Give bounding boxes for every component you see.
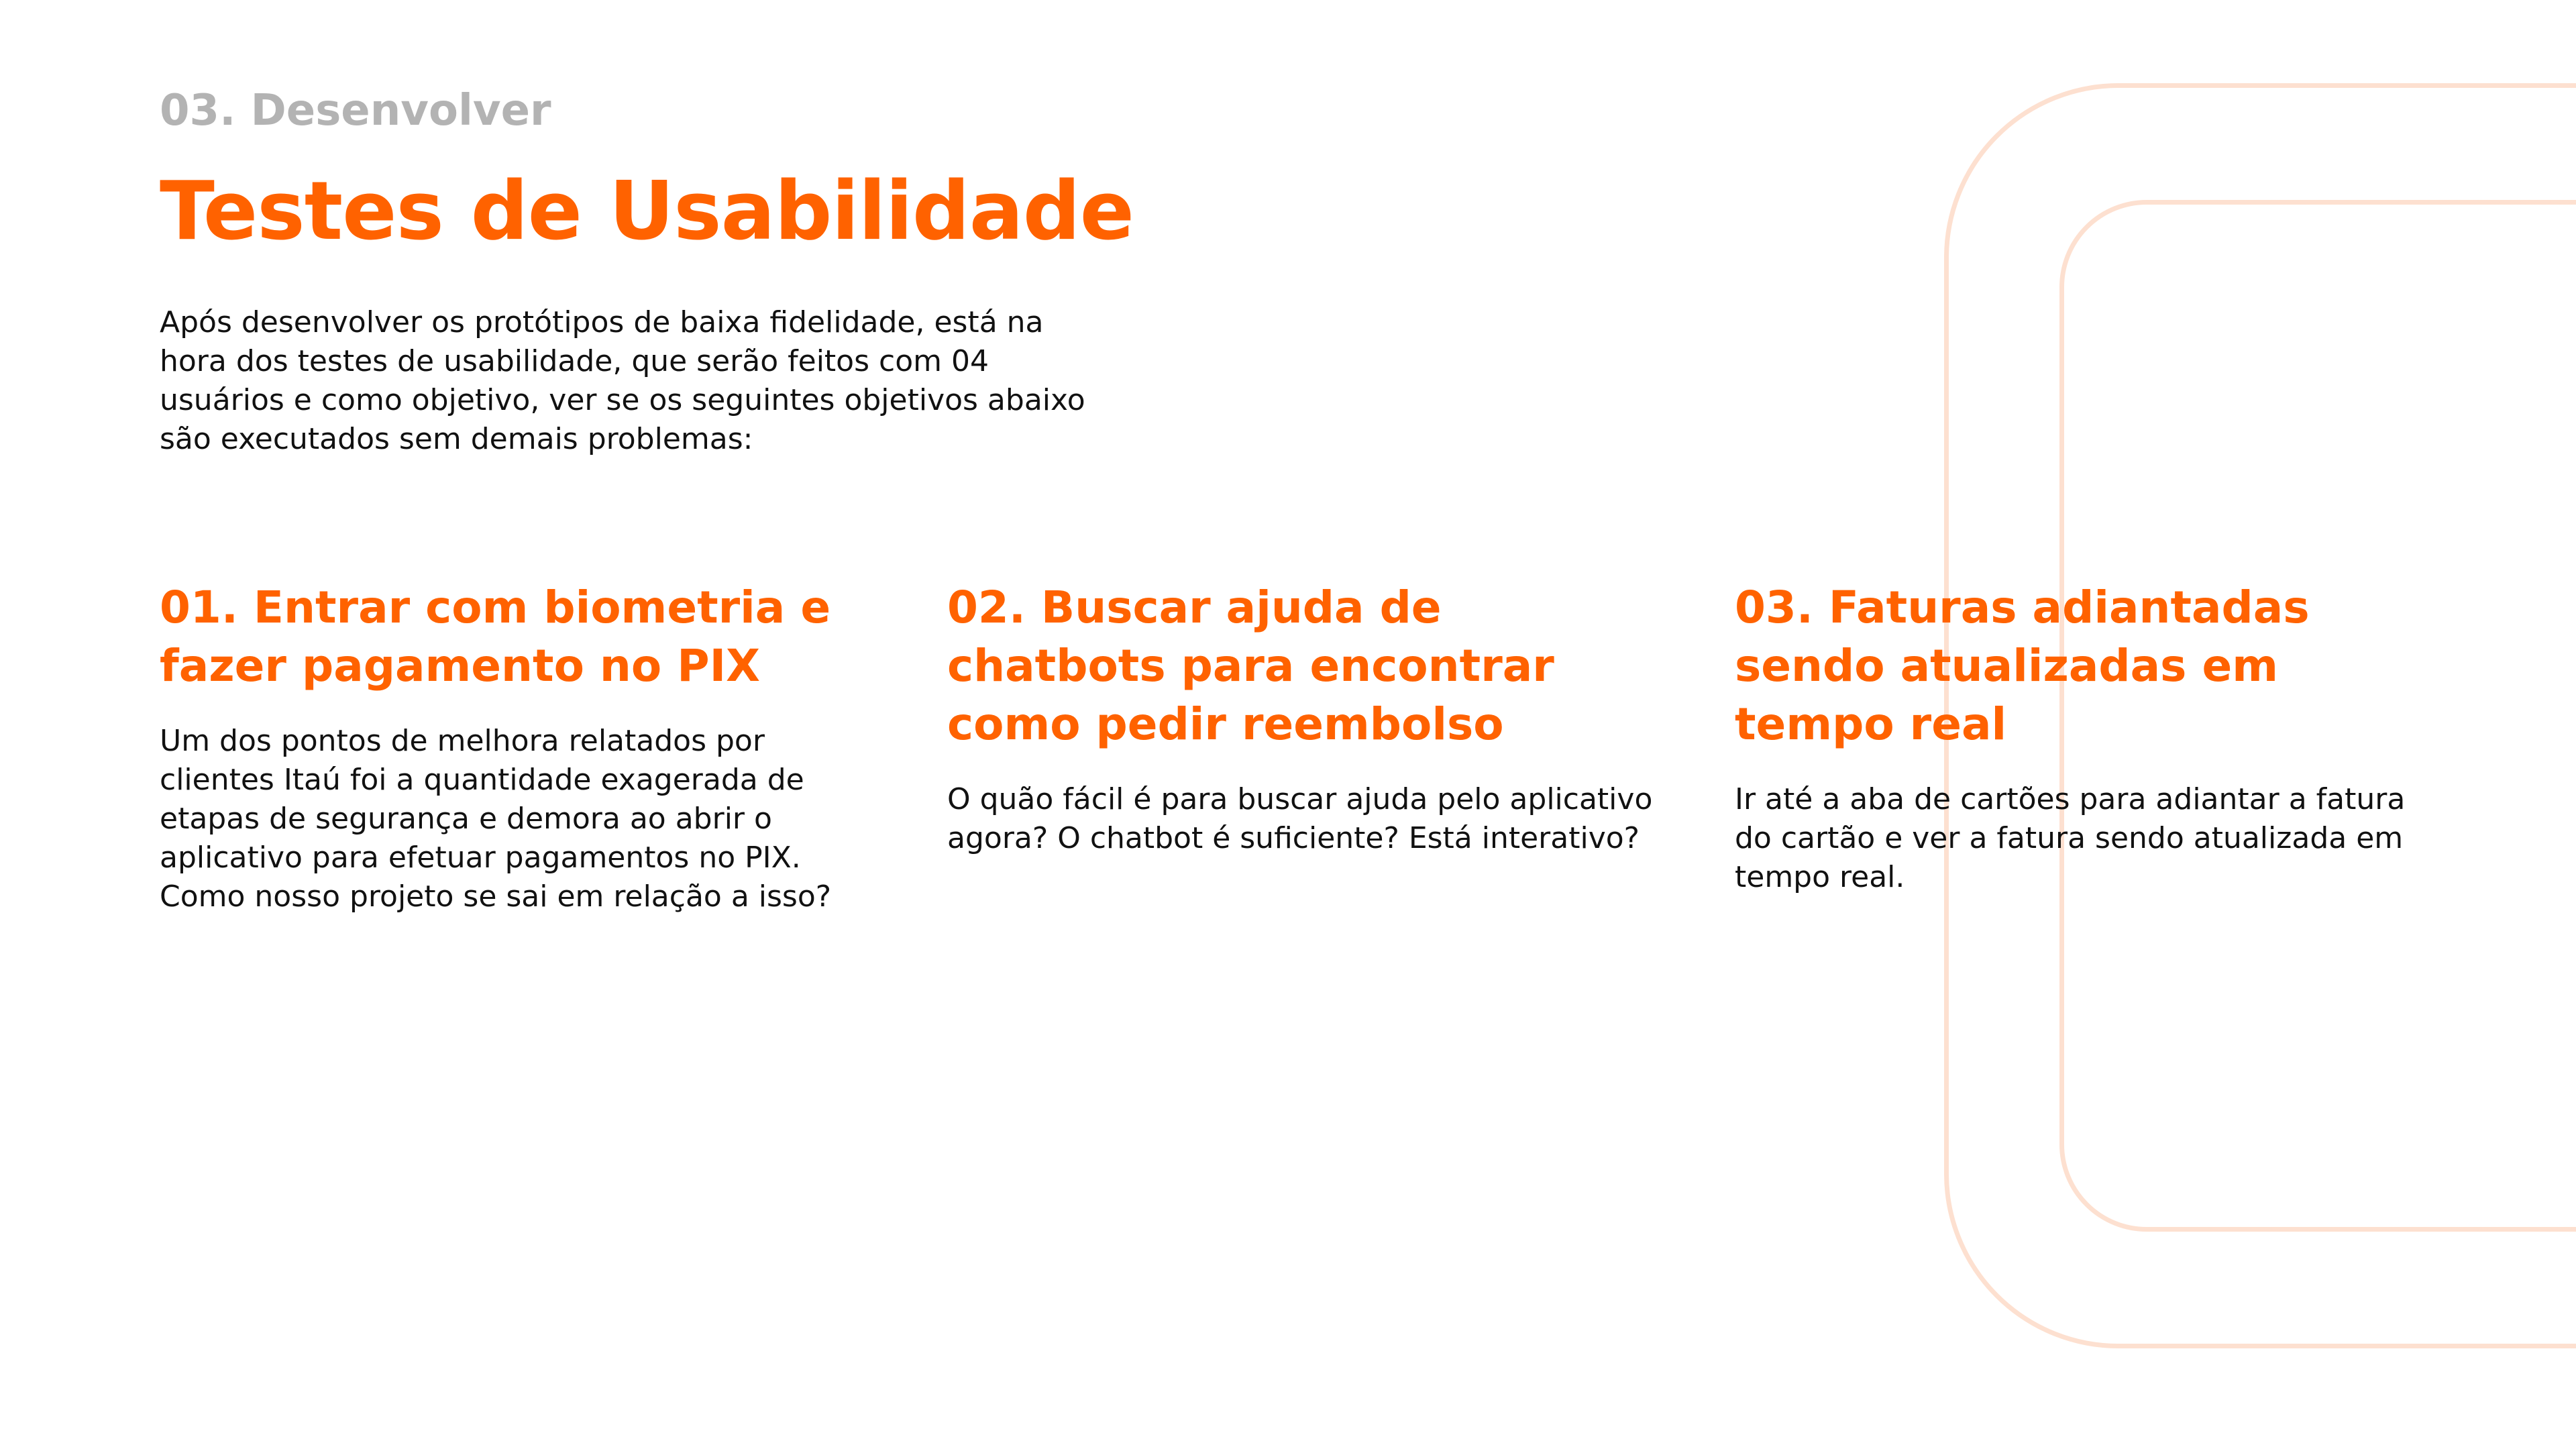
page-title: Testes de Usabilidade bbox=[160, 165, 1134, 258]
objective-title: 03. Faturas adiantadas sendo atualizadas em tempo real bbox=[1735, 582, 2310, 750]
objective-description: Um dos pontos de melhora relatados por clientes Itaú foi a quantidade exagerada de etapas de segurança e demora ao abrir o aplicativo para efetuar pagamentos no PIX. Como nosso projeto se sai em relação a isso? bbox=[160, 724, 832, 914]
objective-card-3 bbox=[1735, 578, 2446, 897]
objective-description: O quão fácil é para buscar ajuda pelo aplicativo agora? O chatbot é suficiente? Está interativo? bbox=[947, 782, 1653, 855]
objective-title: 01. Entrar com biometria e fazer pagamento no PIX bbox=[160, 582, 831, 692]
objective-card-1 bbox=[160, 578, 844, 916]
objective-title: 02. Buscar ajuda de chatbots para encontrar como pedir reembolso bbox=[947, 582, 1554, 750]
intro-paragraph: Após desenvolver os protótipos de baixa fidelidade, está na hora dos testes de usabilidade, que serão feitos com 04 usuários e como objetivo, ver se os seguintes objetivos abaixo são executados sem demais problemas: bbox=[160, 305, 1085, 456]
section-label: 03. Desenvolver bbox=[160, 86, 551, 136]
objective-card-2 bbox=[947, 578, 1658, 858]
objective-description: Ir até a aba de cartões para adiantar a fatura do cartão e ver a fatura sendo atualizada em tempo real. bbox=[1735, 782, 2406, 894]
